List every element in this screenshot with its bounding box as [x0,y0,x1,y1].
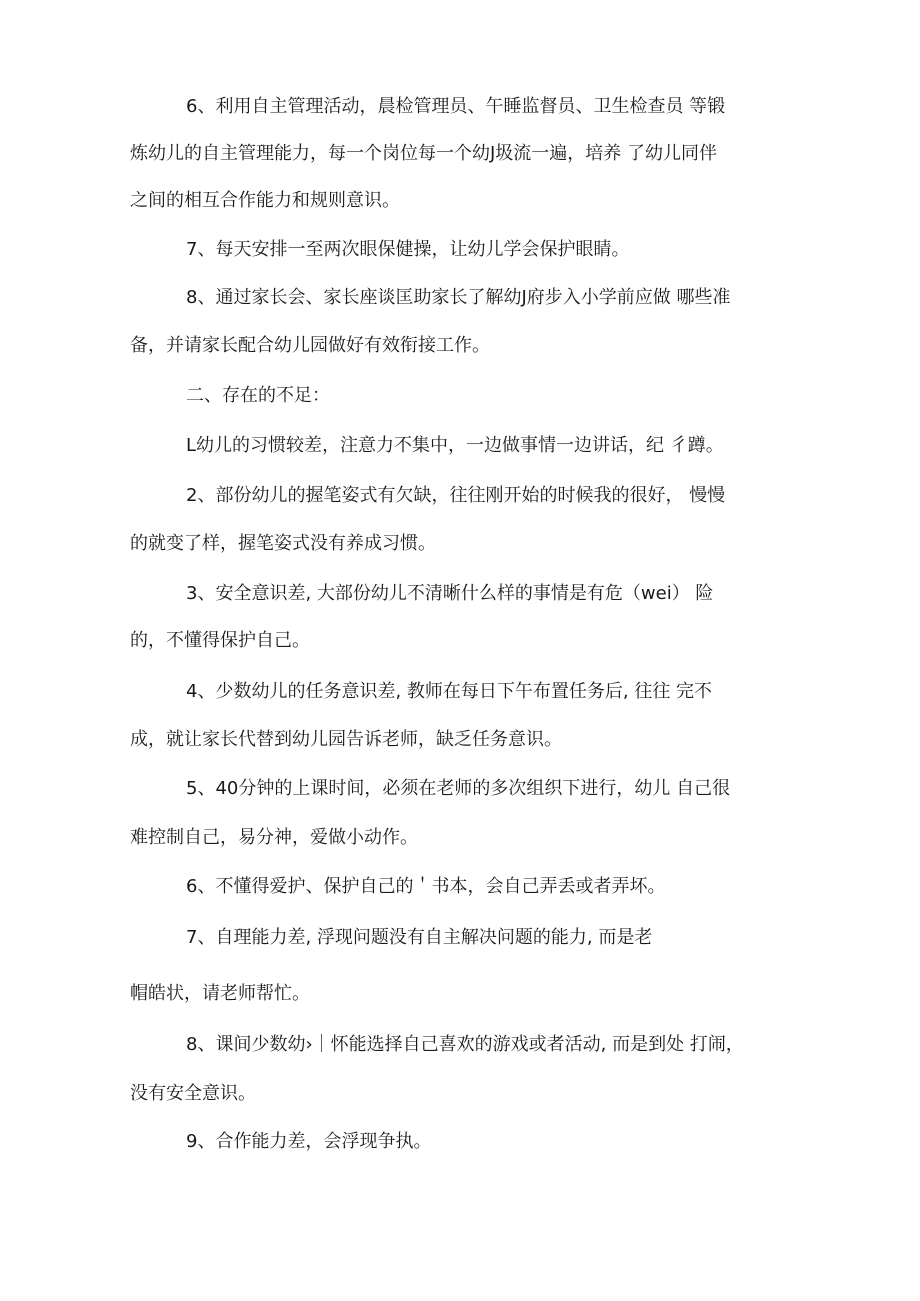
text-line-1: 6、利用自主管理活动，晨检管理员、午睡监督员、卫生检查员 等锻 [186,96,726,117]
text-line-5: 8、通过家长会、家长座谈匡助家长了解幼J府步入小学前应做 哪些准 [186,287,731,308]
text-line-16: 难控制自己，易分神，爱做小动作。 [130,827,418,848]
text-line-2: 炼幼儿的自主管理能力，每一个岗位每一个幼J圾流一遍，培养 了幼儿同伴 [130,143,718,164]
text-line-4: 7、每天安排一至两次眼保健操，让幼儿学会保护眼睛。 [186,239,630,260]
text-line-18: 7、自理能力差, 浮现问题没有自主解决问题的能力, 而是老 [186,927,653,948]
text-line-3: 之间的相互合作能力和规则意识。 [130,190,400,211]
text-line-11: 3、安全意识差, 大部份幼儿不清晰什么样的事情是有危（wei） 险 [186,583,714,604]
text-line-21: 没有安全意识。 [130,1083,256,1104]
text-line-6: 备，并请家长配合幼儿园做好有效衔接工作。 [130,335,490,356]
text-line-17: 6、不懂得爱护、保护自己的＇书本，会自己弄丢或者弄坏。 [186,876,666,897]
text-line-22: 9、合作能力差，会浮现争执。 [186,1131,432,1152]
text-line-8: L幼儿的习惯较差，注意力不集中，一边做事情一边讲话，纪 彳蹲。 [186,435,724,456]
text-line-14: 成，就让家长代替到幼儿园告诉老师，缺乏任务意识。 [130,729,562,750]
text-line-15: 5、40分钟的上课时间，必须在老师的多次组织下进行，幼儿 自己很 [186,778,731,799]
section-heading: 二、存在的不足： [186,385,330,406]
text-line-10: 的就变了样，握笔姿式没有养成习惯。 [130,533,436,554]
text-line-9: 2、部份幼儿的握笔姿式有欠缺，往往刚开始的时候我的很好， 慢慢 [186,485,726,506]
text-line-20: 8、课间少数幼›｜怀能选择自己喜欢的游戏或者活动, 而是到处 打闹， [186,1034,744,1055]
text-line-12: 的，不懂得保护自己。 [130,630,310,651]
text-line-13: 4、少数幼儿的任务意识差, 教师在每日下午布置任务后, 往往 完不 [186,681,713,702]
text-line-19: 帽皓状，请老师帮忙。 [130,983,310,1004]
